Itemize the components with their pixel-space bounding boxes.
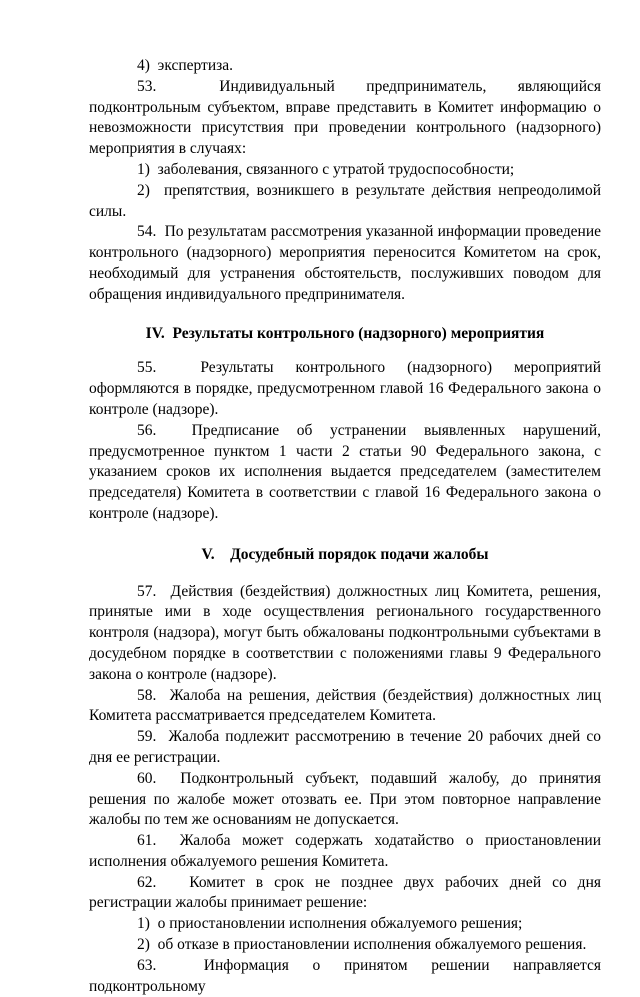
paragraph-55: 55. Результаты контрольного (надзорного) мероприятий оформляются в порядке, предусмотренном главой 16 Федерального закона о контроле (надзоре). [89,359,601,418]
paragraph-53: 53. Индивидуальный предприниматель, являющийся подконтрольным субъектом, вправе представить в Комитет информацию о невозможности присутствия при проведении контрольного (надзорного) мероприятия в случаях: [89,77,601,158]
document-page [89,56,601,997]
paragraph-60: 60. Подконтрольный субъект, подавший жалобу, до принятия решения по жалобе может отозвать ее. При этом повторное направление жалобы по тем же основаниям не допускается. [89,769,601,829]
list-item-suspend: 1) о приостановлении исполнения обжалуемого решения; [137,915,523,933]
paragraph-54: 54. По результатам рассмотрения указанной информации проведение контрольного (надзорного) мероприятия переносится Комитетом на срок, необходимый для устранения обстоятельств, послуживших поводом для обращения индивидуального предпринимателя. [89,223,601,303]
paragraph-61: 61. Жалоба может содержать ходатайство о приостановлении исполнения обжалуемого решения Комитета. [89,832,601,870]
paragraph-56: 56. Предписание об устранении выявленных нарушений, предусмотренное пунктом 1 части 2 статьи 90 Федерального закона, с указанием сроков их исполнения выдается председателем (заместителем председателя) Комитета в соответствии с главой 16 Федерального закона о контроле (надзоре). [89,421,601,522]
paragraph-62: 62. Комитет в срок не позднее двух рабочих дней со дня регистрации жалобы принимает решение: [89,873,601,912]
section-heading-5: V. Досудебный порядок подачи жалобы [201,545,489,563]
paragraph-63: 63. Информация о принятом решении направляется подконтрольному [89,956,601,995]
list-item-force-majeure: 2) препятствия, возникшего в результате действия непреодолимой силы. [89,181,601,220]
section-heading-4: IV. Результаты контрольного (надзорного) мероприятия [145,324,545,342]
paragraph-58: 58. Жалоба на решения, действия (бездействия) должностных лиц Комитета рассматривается председателем Комитета. [89,686,601,725]
paragraph-57: 57. Действия (бездействия) должностных лиц Комитета, решения, принятые ими в ходе осуществления регионального государственного контроля (надзора), могут быть обжалованы подконтрольными субъектами в досудебном порядке в соответствии с положениями главы 9 Федерального закона о контроле (надзоре). [89,582,601,683]
list-item-illness: 1) заболевания, связанного с утратой трудоспособности; [137,160,515,178]
list-item-refuse: 2) об отказе в приостановлении исполнения обжалуемого решения. [137,936,587,954]
paragraph-59: 59. Жалоба подлежит рассмотрению в течение 20 рабочих дней со дня ее регистрации. [89,728,601,766]
list-item-expertise: 4) экспертиза. [137,57,234,74]
